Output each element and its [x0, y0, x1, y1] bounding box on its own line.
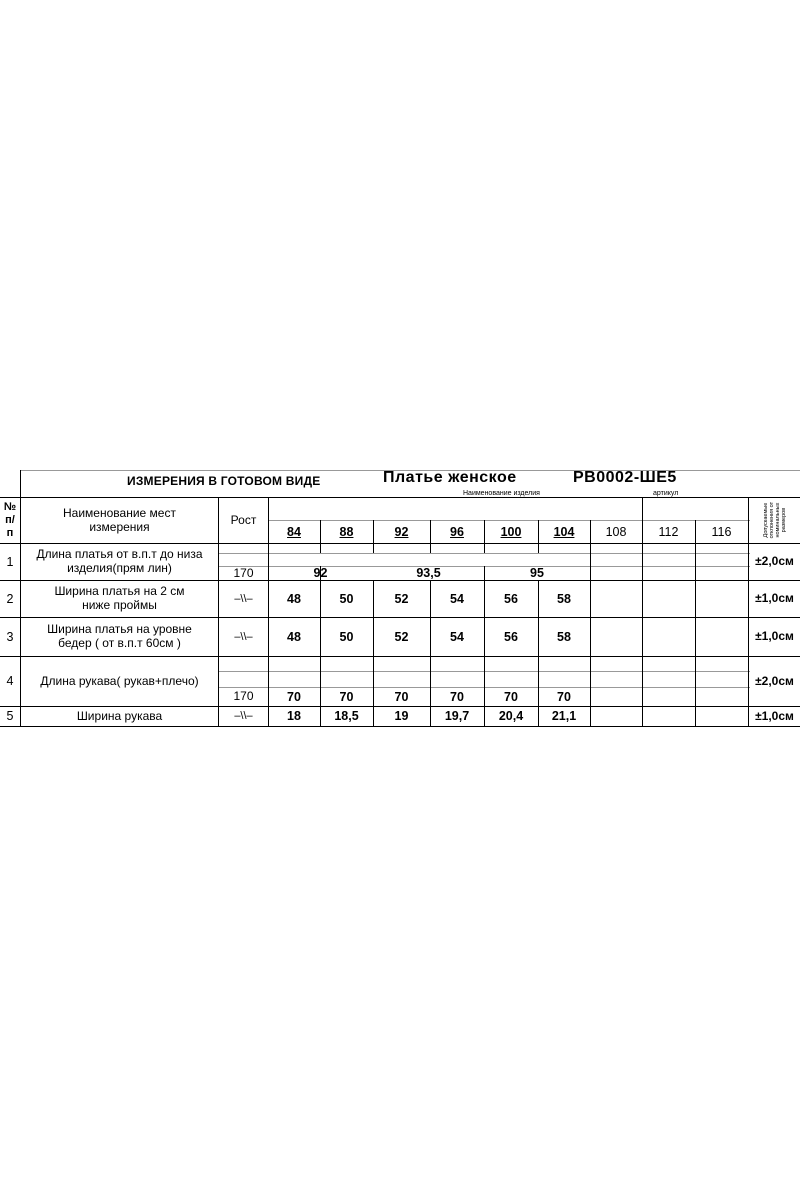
tolerance-label: Допускаемые отклонения от номинальных размеров: [762, 501, 788, 539]
size-value: 20,4: [498, 709, 524, 724]
row-number: 1: [6, 554, 14, 569]
size-value: 54: [450, 629, 464, 644]
measure-name: Длина платья от в.п.т до низа изделия(прям лин): [36, 547, 203, 575]
size-value: 54: [450, 591, 464, 606]
size-value: 18,5: [334, 709, 359, 724]
size-value: 18: [287, 709, 301, 724]
article-caption: артикул: [653, 490, 679, 497]
sheet-title: ИЗМЕРЕНИЯ В ГОТОВОМ ВИДЕ: [127, 474, 321, 488]
size-value: 50: [339, 629, 354, 644]
tolerance-value: ±2,0см: [755, 673, 794, 688]
grid-line: [590, 520, 591, 726]
size-value: 70: [557, 689, 571, 704]
grid-line: [20, 470, 800, 471]
product-name: Платье женское: [383, 469, 517, 486]
size-value: 48: [287, 629, 301, 644]
size-header-100: 100: [500, 524, 522, 539]
tolerance-value: ±1,0см: [755, 629, 794, 644]
height-value: –\\–: [234, 710, 253, 723]
tolerance-value: ±1,0см: [755, 591, 794, 606]
size-value: 56: [504, 629, 518, 644]
row-number: 4: [6, 674, 14, 689]
size-value: 58: [557, 591, 571, 606]
height-value: –\\–: [234, 592, 253, 605]
grid-line: [0, 726, 800, 727]
tolerance-value: ±2,0см: [755, 554, 794, 569]
col-header-name: Наименование мест измерения: [63, 505, 176, 534]
measure-name: Ширина платья на 2 см ниже проймы: [54, 584, 185, 612]
tolerance-value: ±1,0см: [755, 708, 794, 723]
size-header-116: 116: [711, 524, 732, 539]
merged-value: 95: [530, 566, 544, 581]
size-value: 21,1: [551, 709, 577, 724]
size-value: 70: [394, 689, 409, 704]
merged-value: 92: [313, 566, 328, 581]
measure-name: Ширина рукава: [76, 708, 163, 723]
size-value: 50: [339, 591, 354, 606]
size-value: 52: [394, 629, 409, 644]
size-value: 70: [504, 689, 518, 704]
height-value: 170: [233, 689, 254, 704]
col-header-num: № п/ п: [3, 500, 17, 540]
size-value: 56: [504, 591, 518, 606]
measure-name: Длина рукава( рукав+плечо): [40, 673, 199, 688]
size-header-104: 104: [553, 524, 575, 539]
col-header-height: Рост: [230, 512, 257, 527]
size-value: 19,7: [444, 709, 470, 724]
size-header-112: 112: [658, 524, 679, 539]
size-header-84: 84: [287, 524, 301, 539]
product-caption: Наименование изделия: [463, 490, 540, 497]
sheet-header: [0, 468, 800, 498]
size-header-96: 96: [450, 524, 464, 539]
grid-line: [695, 520, 696, 726]
merged-value: 93,5: [416, 566, 441, 581]
row-number: 2: [6, 591, 14, 606]
size-value: 70: [339, 689, 354, 704]
row-number: 3: [6, 629, 14, 644]
grid-line: [218, 553, 750, 554]
size-value: 48: [287, 591, 301, 606]
size-header-92: 92: [394, 524, 409, 539]
size-value: 70: [450, 689, 464, 704]
height-value: –\\–: [234, 630, 253, 643]
size-value: 52: [394, 591, 409, 606]
row-number: 5: [6, 709, 14, 724]
size-header-88: 88: [339, 524, 354, 539]
size-value: 70: [287, 689, 301, 704]
measure-name: Ширина платья на уровне бедер ( от в.п.т 60см ): [47, 622, 192, 650]
height-value: 170: [233, 565, 254, 580]
article-code: РВ0002-ШЕ5: [573, 469, 677, 486]
size-value: 19: [394, 709, 409, 724]
size-header-108: 108: [605, 524, 627, 539]
col-header-tolerance: [750, 498, 800, 542]
size-value: 58: [557, 629, 571, 644]
